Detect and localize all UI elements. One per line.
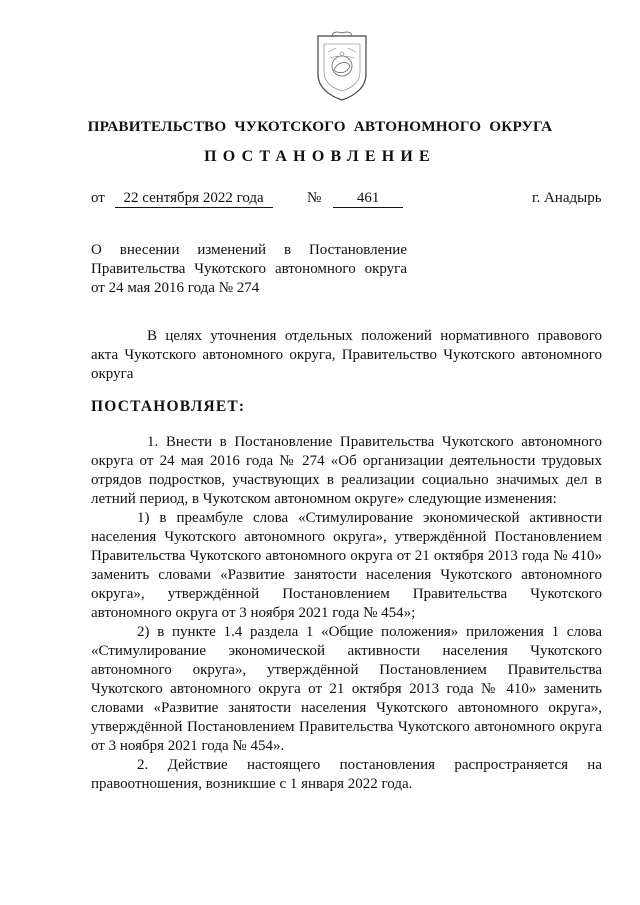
- government-title: ПРАВИТЕЛЬСТВО ЧУКОТСКОГО АВТОНОМНОГО ОКРУГА: [87, 118, 553, 135]
- number-label: №: [307, 190, 322, 206]
- from-label: от: [91, 190, 105, 206]
- subject-line: Правительства Чукотского автономного округа: [91, 261, 407, 277]
- decree-date: 22 сентября 2022 года: [115, 190, 273, 208]
- decree-number: 461: [333, 190, 403, 208]
- decree-body: [91, 433, 602, 794]
- item-1-paragraph: 1. Внести в Постановление Правительства Чукотского автономного округа от 24 мая 2016 года № 274 «Об организации деятельности трудовых отрядов подростков, участвующих в реализации социально значимых дел в летний период, в Чукотском автономном округе» следующие изменения:: [91, 434, 602, 507]
- document-type-title: ПОСТАНОВЛЕНИЕ: [204, 148, 436, 165]
- number-line: [307, 190, 403, 208]
- subject-line: от 24 мая 2016 года № 274: [91, 280, 260, 296]
- date-line: [91, 190, 273, 208]
- subject-line: О внесении изменений в Постановление: [91, 242, 407, 258]
- preamble-paragraph: В целях уточнения отдельных положений нормативного правового акта Чукотского автономного округа, Правительство Чукотского автономного округа: [91, 328, 602, 382]
- decree-subject: [91, 241, 407, 298]
- subitem-1-paragraph: 1) в преамбуле слова «Стимулирование экономической активности населения Чукотского автономного округа», утверждённой Постановлением Правительства Чукотского автономного округа от 21 октября 2013 года № 410» заменить словами «Развитие занятости населения Чукотского автономного округа», утверждённой Постановлением Правительства Чукотского автономного округа от 3 ноября 2021 года № 454»;: [91, 510, 602, 621]
- city: г. Анадырь: [532, 190, 602, 206]
- preamble-block: [91, 327, 602, 384]
- resolves-heading: ПОСТАНОВЛЯЕТ:: [91, 398, 246, 415]
- coat-of-arms-emblem: [312, 30, 372, 102]
- subitem-2-paragraph: 2) в пункте 1.4 раздела 1 «Общие положения» приложения 1 слова «Стимулирование экономической активности населения Чукотского автономного округа», утверждённой Постановлением Правительства Чукотского автономного округа от 21 октября 2013 года № 410» заменить словами «Развитие занятости населения Чукотского автономного округа», утверждённой Постановлением Правительства Чукотского автономного округа от 3 ноября 2021 года № 454».: [91, 624, 602, 754]
- item-2-paragraph: 2. Действие настоящего постановления распространяется на правоотношения, возникшие с 1 января 2022 года.: [91, 757, 602, 792]
